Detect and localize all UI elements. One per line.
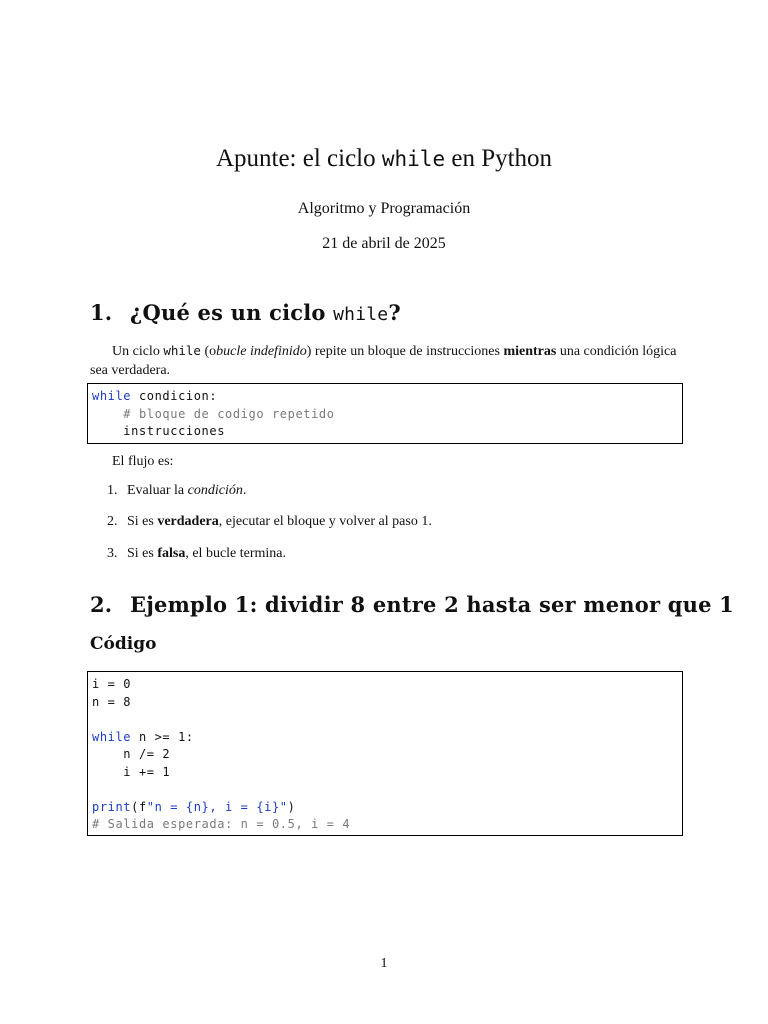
para-text: (o [204, 344, 217, 359]
list-item [107, 546, 286, 562]
flow-intro: El flujo es: [112, 454, 174, 469]
subsection-heading: Código [90, 634, 157, 654]
code-string: "n = {n}, i = {i}" [146, 799, 288, 814]
document-date: 21 de abril de 2025 [322, 235, 446, 252]
code-line: n = 8 [92, 694, 132, 709]
page-number: 1 [380, 956, 388, 971]
section-1-number: 1. [90, 300, 113, 325]
para-text: Un ciclo [112, 344, 160, 359]
code-line: (f [131, 799, 147, 814]
list-text: Evaluar la [127, 483, 185, 498]
list-strong: verdadera [157, 514, 219, 529]
code-function: print [92, 799, 132, 814]
list-text: Si es [127, 546, 154, 561]
list-emphasis: condición [187, 483, 243, 498]
section-2-heading [90, 592, 734, 617]
section-1-heading-text: ¿Qué es un ciclo [130, 300, 326, 325]
title-text-before: Apunte: el ciclo [215, 145, 376, 172]
code-line: i = 0 [92, 677, 132, 691]
para-strong: mientras [503, 344, 557, 359]
code-line: n /= 2 [92, 747, 171, 761]
title-code: while [381, 147, 446, 171]
list-text: Si es [127, 514, 154, 529]
code-block-example [87, 671, 683, 836]
para-text: una condición lógica sea verdadera. [90, 344, 677, 378]
list-strong: falsa [157, 546, 186, 561]
para-text: ) repite un bloque de instrucciones [306, 344, 500, 359]
section-1-heading-code: while [333, 304, 389, 325]
code-line: ) [287, 799, 296, 814]
section-2-number: 2. [90, 592, 113, 617]
list-item [107, 483, 246, 499]
code-line: condicion: [131, 389, 218, 403]
list-text: , ejecutar el bloque y volver al paso 1. [218, 514, 432, 529]
code-line: i += 1 [92, 764, 171, 779]
code-line: n >= 1: [131, 729, 194, 744]
list-number: 3. [107, 546, 118, 561]
title-text-after: en Python [451, 145, 553, 172]
list-number: 2. [107, 514, 118, 529]
section-1-heading-after: ? [388, 300, 401, 325]
document-subtitle: Algoritmo y Programación [297, 200, 471, 217]
list-item [107, 514, 432, 530]
code-comment: # Salida esperada: n = 0.5, i = 4 [92, 817, 351, 831]
list-text: , el bucle termina. [185, 546, 287, 561]
para-emphasis: bucle indefinido [216, 344, 307, 359]
code-keyword: while [92, 389, 132, 403]
code-comment: # bloque de codigo repetido [92, 406, 335, 421]
code-block-syntax [87, 383, 683, 444]
code-keyword: while [92, 729, 132, 744]
list-number: 1. [107, 483, 118, 498]
section-2-heading-text: Ejemplo 1: dividir 8 entre 2 hasta ser menor que 1 [130, 592, 734, 617]
document-title [0, 145, 768, 173]
para-code: while [163, 343, 201, 358]
list-text: . [242, 483, 247, 498]
code-line: instrucciones [92, 424, 226, 438]
section-1-heading [90, 300, 401, 325]
section-1-paragraph [90, 341, 680, 380]
